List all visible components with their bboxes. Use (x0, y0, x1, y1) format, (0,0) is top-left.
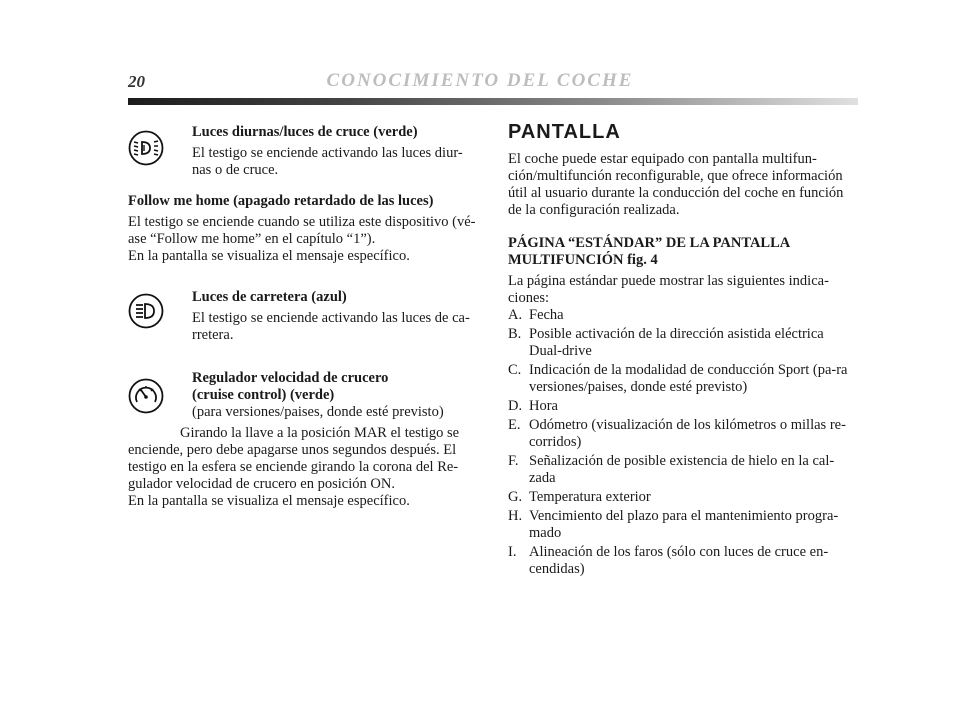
list-item: I. Alineación de los faros (sólo con luces de cruce en-cendidas) (508, 544, 829, 577)
dipped-beam-text: El testigo se enciende activando las luces diur-nas o de cruce. (192, 145, 463, 178)
right-column (508, 121, 858, 580)
indication-list (508, 307, 858, 578)
cruise-control-title: Regulador velocidad de crucero (192, 370, 389, 386)
subheading: PÁGINA “ESTÁNDAR” DE LA PANTALLA MULTIFUNCIÓN fig. 4 (508, 235, 790, 268)
high-beam-text: El testigo se enciende activando las luces de ca-rretera. (192, 310, 470, 343)
list-item: A. Fecha (508, 307, 564, 323)
list-item: F. Señalización de posible existencia de hielo en la cal-zada (508, 453, 835, 486)
page-number: 20 (128, 72, 145, 91)
section-heading: PANTALLA (508, 121, 621, 143)
high-beam-title: Luces de carretera (azul) (192, 289, 347, 305)
list-item: G. Temperatura exterior (508, 489, 651, 505)
cruise-control-section (128, 370, 480, 421)
list-item: C. Indicación de la modalidad de conducción Sport (pa-ra versiones/paises, donde esté previsto) (508, 362, 848, 395)
cruise-control-title-2: (cruise control) (verde) (192, 387, 335, 403)
follow-me-home-title: Follow me home (apagado retardado de las luces) (128, 193, 434, 209)
section-intro: El coche puede estar equipado con pantalla multifun-ción/multifunción reconfigurable, que ofrece información útil al usuario durante la conducción del coche en función de la configuración realizada. (508, 151, 844, 218)
cruise-control-note: (para versiones/paises, donde esté previsto) (192, 404, 444, 420)
list-item: E. Odómetro (visualización de los kilómetros o millas re-corridos) (508, 417, 846, 450)
list-item: H. Vencimiento del plazo para el mantenimiento progra-mado (508, 508, 839, 541)
header-rule (128, 98, 858, 105)
high-beam-section (128, 289, 480, 344)
cruise-control-text-2: En la pantalla se visualiza el mensaje específico. (128, 493, 410, 509)
running-title: CONOCIMIENTO DEL COCHE (326, 70, 634, 91)
list-intro: La página estándar puede mostrar las siguientes indica-ciones: (508, 273, 829, 306)
dipped-beam-light-icon (128, 130, 164, 166)
follow-me-home-text: El testigo se enciende cuando se utiliza este dispositivo (vé-ase “Follow me home” en el capítulo “1”). (128, 214, 476, 247)
dipped-beam-section (128, 124, 480, 179)
cruise-control-icon (128, 378, 164, 414)
list-item: D. Hora (508, 398, 558, 414)
follow-me-home-text-2: En la pantalla se visualiza el mensaje específico. (128, 248, 410, 264)
cruise-control-text: Girando la llave a la posición MAR el testigo se enciende, pero debe apagarse unos segundos después. El testigo en la esfera se enciende girando la corona del Re-gulador velocidad de crucero en posición ON. (128, 425, 460, 492)
left-column (128, 124, 480, 510)
dipped-beam-title: Luces diurnas/luces de cruce (verde) (192, 124, 418, 140)
high-beam-light-icon (128, 293, 164, 329)
list-item: B. Posible activación de la dirección asistida eléctrica Dual-drive (508, 326, 824, 359)
